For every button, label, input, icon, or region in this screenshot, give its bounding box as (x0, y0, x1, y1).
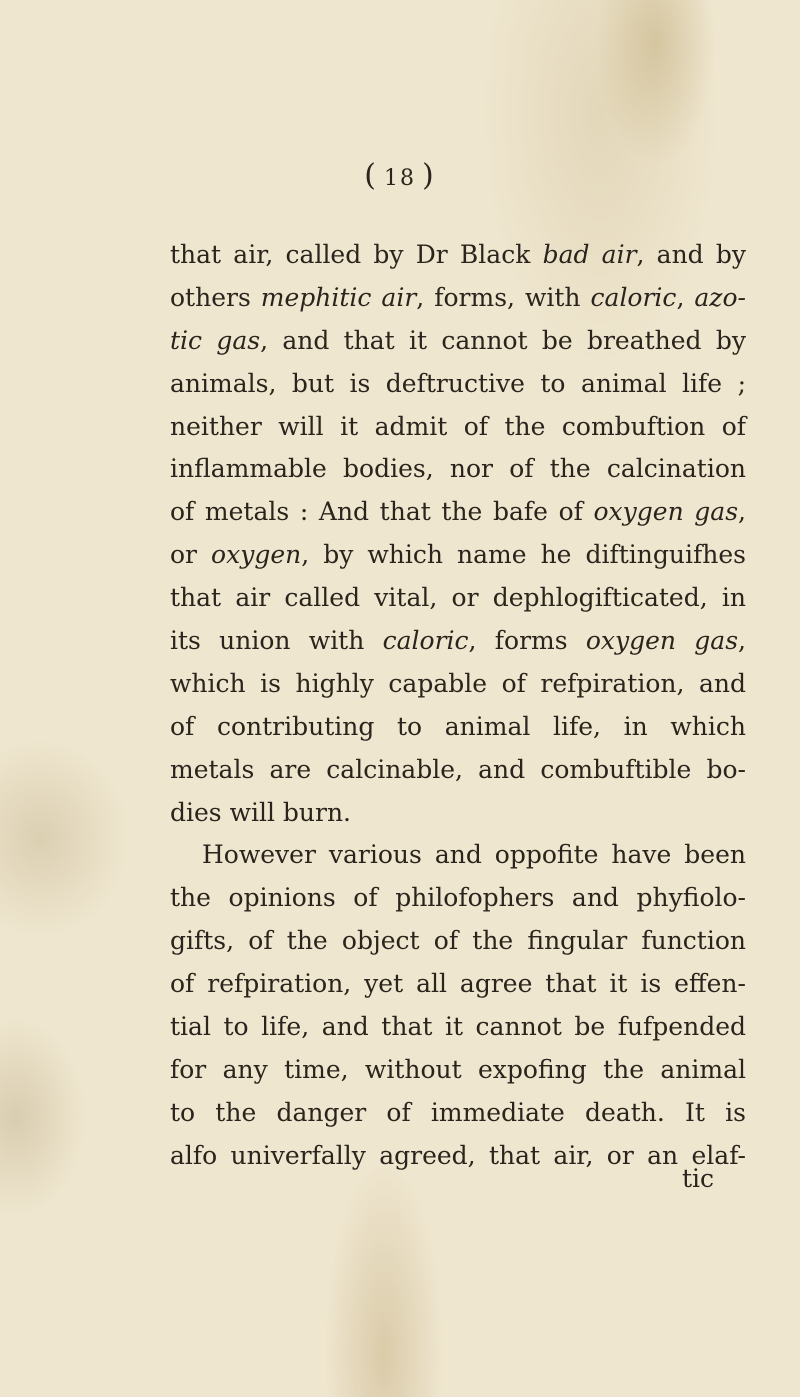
header-open-paren: ( (364, 158, 378, 193)
text-line: for any time, without expofing the animal (170, 1054, 746, 1084)
text-line: However various and oppofite have been (202, 840, 746, 870)
text-line: the opinions of philofophers and phyfiolo- (170, 883, 746, 913)
text-line: tial to life, and that it cannot be fufpended (170, 1012, 746, 1042)
text-line: of contributing to animal life, in which (170, 711, 746, 741)
text-line: inflammable bodies, nor of the calcination (170, 454, 746, 484)
text-line: metals are calcinable, and combuftible bo- (170, 754, 746, 784)
text-line: to the danger of immediate death. It is (170, 1097, 746, 1127)
page-header (0, 158, 800, 193)
text-line: which is highly capable of refpiration, and (170, 668, 746, 698)
text-line: others mephitic air, forms, with caloric, azo- (170, 282, 746, 312)
catchword: tic (682, 1164, 715, 1193)
text-line: its union with caloric, forms oxygen gas, (170, 626, 746, 656)
text-line: tic gas, and that it cannot be breathed by (170, 325, 746, 355)
text-line: that air called vital, or dephlogifticated, in (170, 583, 746, 613)
text-line: neither will it admit of the combuftion of (170, 411, 746, 441)
page-number: 18 (384, 166, 416, 191)
text-line: animals, but is deftructive to animal life ; (170, 368, 746, 398)
text-line: gifts, of the object of the fingular function (170, 926, 746, 956)
text-line: of metals : And that the bafe of oxygen gas, (170, 497, 746, 527)
text-line: that air, called by Dr Black bad air, and by (170, 240, 747, 269)
text-line: alfo univerfally agreed, that air, or an elaf- (170, 1140, 746, 1170)
text-line: or oxygen, by which name he diftinguifhes (170, 540, 746, 570)
body-text (170, 234, 746, 1178)
header-close-paren: ) (422, 158, 436, 193)
text-line: dies will burn. (170, 797, 352, 827)
text-line: of refpiration, yet all agree that it is effen- (170, 969, 746, 999)
